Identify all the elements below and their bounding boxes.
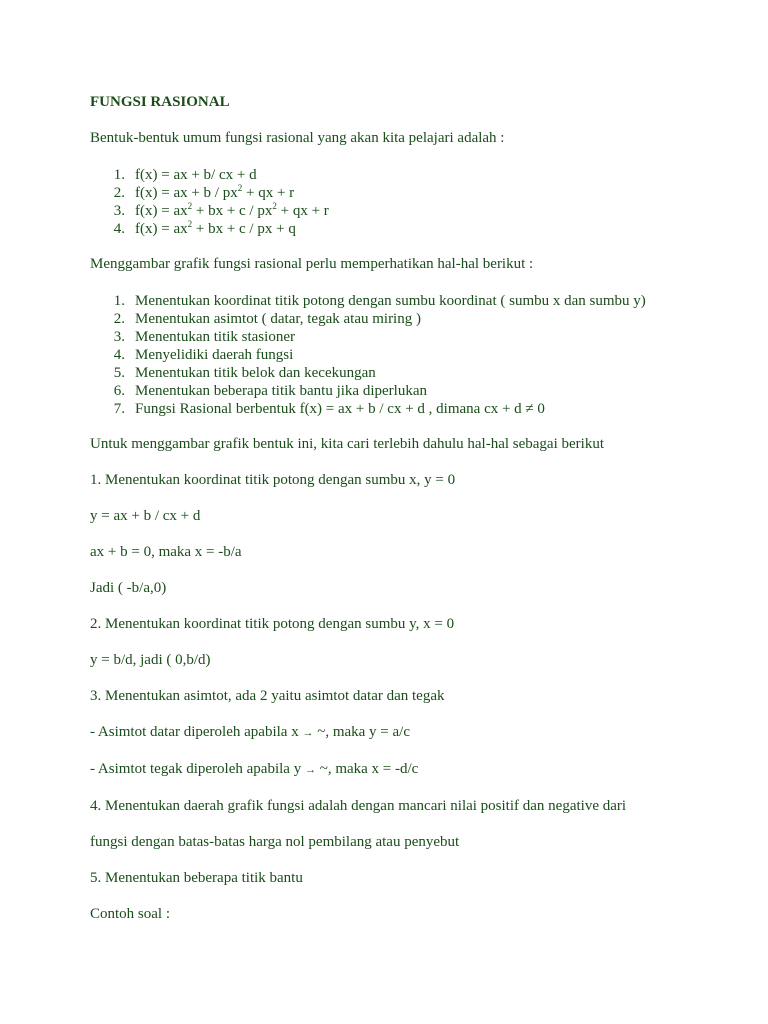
list-item: [90, 166, 710, 184]
list-text: Menentukan koordinat titik potong dengan sumbu koordinat ( sumbu x dan sumbu y): [135, 293, 646, 309]
superscript: 2: [272, 201, 277, 211]
list-text: Menentukan titik stasioner: [135, 329, 295, 345]
body-paragraph: Contoh soal :: [90, 906, 171, 922]
body-text: - Asimtot datar diperoleh apabila x: [90, 724, 303, 740]
list-item: [90, 346, 710, 364]
document-page: [90, 92, 710, 924]
body-text: ~, maka x = -d/c: [315, 761, 419, 777]
formula-text: + bx + c / px + q: [192, 221, 296, 237]
formula-text: f(x) = ax + b/ cx + d: [135, 167, 257, 183]
list-item: [90, 184, 710, 202]
list-number: 2.: [113, 311, 125, 327]
body-paragraph: 2. Menentukan koordinat titik potong dengan sumbu y, x = 0: [90, 616, 455, 632]
list-number: 1.: [113, 293, 125, 309]
list-text: Menentukan asimtot ( datar, tegak atau miring ): [135, 311, 421, 327]
list-number: 6.: [113, 383, 125, 399]
formula-text: f(x) = ax: [135, 221, 188, 237]
formula-text: + bx + c / px: [192, 203, 273, 219]
list-text: Menentukan titik belok dan kecekungan: [135, 365, 376, 381]
body-paragraph: Jadi ( -b/a,0): [90, 580, 167, 596]
body-paragraph: 1. Menentukan koordinat titik potong dengan sumbu x, y = 0: [90, 472, 456, 488]
superscript: 2: [187, 201, 193, 211]
body-paragraph: 4. Menentukan daerah grafik fungsi adalah dengan mancari nilai positif dan negative dari: [90, 798, 627, 814]
arrow-icon: →: [304, 764, 316, 776]
list-number: 7.: [113, 401, 125, 417]
list-number: 3.: [113, 203, 125, 219]
body-paragraph: 3. Menentukan asimtot, ada 2 yaitu asimtot datar dan tegak: [90, 688, 445, 704]
body-paragraph: fungsi dengan batas-batas harga nol pembilang atau penyebut: [90, 834, 460, 850]
equation-line: y = b/d, jadi ( 0,b/d): [90, 652, 211, 668]
formula-text: f(x) = ax + b / px: [135, 185, 238, 201]
page-title: FUNGSI RASIONAL: [90, 94, 230, 110]
formula-text: f(x) = ax: [135, 203, 188, 219]
formula-text: + qx + r: [242, 185, 295, 201]
list-number: 2.: [113, 185, 125, 201]
list-number: 4.: [113, 347, 125, 363]
list-number: 5.: [113, 365, 125, 381]
superscript: 2: [237, 183, 243, 193]
body-paragraph: [90, 759, 710, 780]
list-text: Menyelidiki daerah fungsi: [135, 347, 294, 363]
steps-intro-paragraph: Menggambar grafik fungsi rasional perlu memperhatikan hal-hal berikut :: [90, 256, 534, 272]
body-paragraph: Untuk menggambar grafik bentuk ini, kita cari terlebih dahulu hal-hal sebagai berikut: [90, 436, 604, 452]
list-item: [90, 220, 710, 238]
body-text: ~, maka y = a/c: [313, 724, 410, 740]
list-item: [90, 310, 710, 328]
arrow-icon: →: [302, 727, 314, 739]
body-paragraph: [90, 722, 710, 743]
list-item: [90, 202, 710, 220]
formula-text: + qx + r: [276, 203, 329, 219]
list-item: [90, 292, 710, 310]
list-number: 4.: [113, 221, 125, 237]
equation-line: ax + b = 0, maka x = -b/a: [90, 544, 242, 560]
list-text: Menentukan beberapa titik bantu jika diperlukan: [135, 383, 427, 399]
list-number: 3.: [113, 329, 125, 345]
list-number: 1.: [113, 167, 125, 183]
body-text: - Asimtot tegak diperoleh apabila y: [90, 761, 305, 777]
list-item: [90, 400, 710, 418]
body-paragraph: 5. Menentukan beberapa titik bantu: [90, 870, 303, 886]
superscript: 2: [187, 219, 193, 229]
list-item: [90, 382, 710, 400]
equation-line: y = ax + b / cx + d: [90, 508, 201, 524]
steps-list: [90, 292, 710, 418]
intro-paragraph: Bentuk-bentuk umum fungsi rasional yang akan kita pelajari adalah :: [90, 130, 505, 146]
list-item: [90, 328, 710, 346]
list-text: Fungsi Rasional berbentuk f(x) = ax + b / cx + d , dimana cx + d ≠ 0: [135, 401, 545, 417]
list-item: [90, 364, 710, 382]
forms-list: [90, 166, 710, 238]
